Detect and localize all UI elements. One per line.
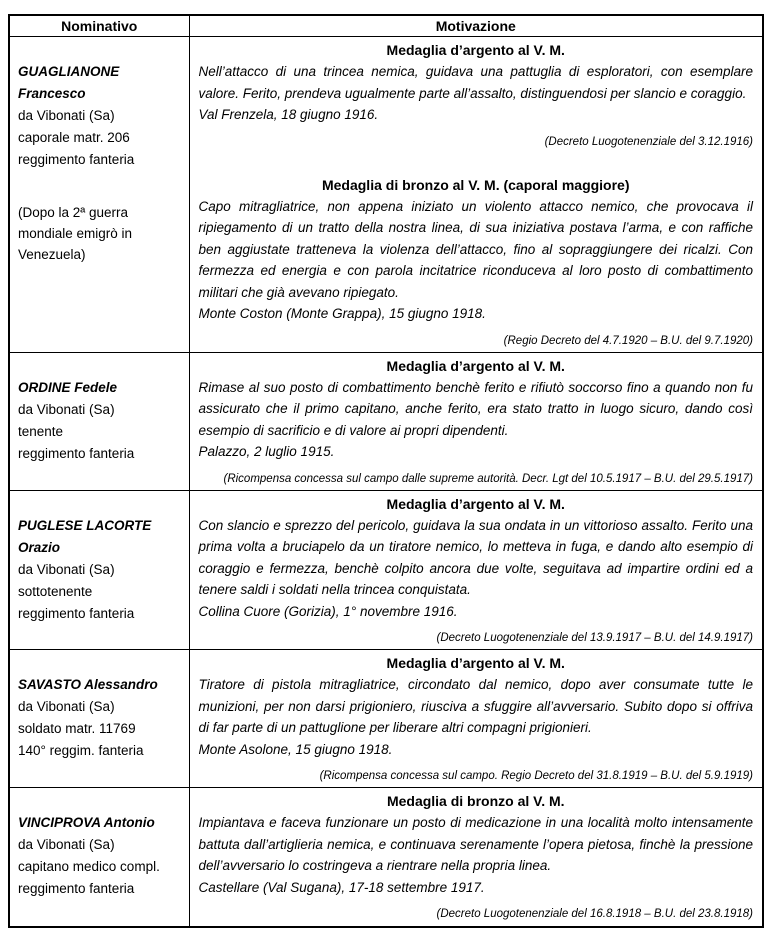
soldier-name: ORDINE Fedele xyxy=(18,379,118,395)
column-header-nominativo: Nominativo xyxy=(9,15,189,37)
soldier-rank: tenente xyxy=(18,423,64,439)
soldier-rank: soldato matr. 11769 xyxy=(18,721,136,736)
motivazione-cell xyxy=(189,650,763,788)
motivazione-cell xyxy=(189,788,763,928)
soldier-rank: caporale matr. 206 xyxy=(18,130,130,145)
medal-citation: Tiratore di pistola mitragliatrice, circondato dal nemico, dopo aver consumate tutte le munizioni, per non darsi prigioniero, riusciva a sfuggire all’avversario. Subito dopo si offriva di far parte di un pattuglione per liberare altri compagni prigionieri. xyxy=(198,677,753,735)
biographical-note: (Dopo la 2ª guerra mondiale emigrò in Venezuela) xyxy=(18,205,133,262)
medal-title: Medaglia d’argento al V. M. xyxy=(386,357,565,374)
medal-block xyxy=(199,39,754,149)
soldier-name: PUGLESE LACORTE Orazio xyxy=(18,517,152,555)
place-date: Monte Asolone, 15 giugno 1918. xyxy=(198,741,393,757)
table-row xyxy=(9,352,763,490)
soldier-unit: reggimento fanteria xyxy=(18,152,135,167)
motivazione-cell xyxy=(189,352,763,490)
medal-block xyxy=(199,790,754,921)
place-date: Collina Cuore (Gorizia), 1° novembre 1916. xyxy=(198,603,458,619)
medal-citation: Capo mitragliatrice, non appena iniziato un violento attacco nemico, che provocava il ripiegamento di un tratto della nostra linea, di sua iniziativa postava l’arma, e con raffiche ben aggiustate tratteneva la violenza dell’attacco, fino al sopraggiungere dei ricalzi. Con fermezza ed energia e con parola incitatrice riconduceva al loro posto di combattimento militari che già avevano ripiegato. xyxy=(198,198,753,300)
soldier-unit: reggimento fanteria xyxy=(18,445,135,461)
medal-title: Medaglia di bronzo al V. M. (caporal maggiore) xyxy=(321,176,630,193)
medal-title: Medaglia d’argento al V. M. xyxy=(386,655,565,671)
column-header-motivazione: Motivazione xyxy=(189,15,763,37)
soldier-rank: sottotenente xyxy=(18,583,93,599)
soldier-origin: da Vibonati (Sa) xyxy=(18,561,115,577)
motivazione-cell xyxy=(189,490,763,650)
medal-block xyxy=(199,493,754,646)
place-date: Monte Coston (Monte Grappa), 15 giugno 1918. xyxy=(198,306,486,321)
decree-reference: (Decreto Luogotenenziale del 3.12.1916) xyxy=(544,135,753,148)
soldier-origin: da Vibonati (Sa) xyxy=(18,837,115,852)
header-row xyxy=(9,15,763,37)
medal-citation: Nell’attacco di una trincea nemica, guidava una pattuglia di esploratori, con esemplare valore. Ferito, prendeva ugualmente parte all’assalto, distinguendosi per slancio e coraggio. xyxy=(198,64,753,101)
nominativo-cell xyxy=(9,650,189,788)
soldier-unit: 140° reggim. fanteria xyxy=(18,743,144,758)
soldier-rank: capitano medico compl. xyxy=(18,859,160,874)
place-date: Castellare (Val Sugana), 17-18 settembre 1917. xyxy=(198,879,485,895)
table-row xyxy=(9,37,763,353)
soldier-unit: reggimento fanteria xyxy=(18,605,135,621)
decree-reference: (Ricompensa concessa sul campo dalle supreme autorità. Decr. Lgt del 10.5.1917 – B.U. del 29.5.1917) xyxy=(223,472,753,485)
medal-title: Medaglia d’argento al V. M. xyxy=(386,42,565,58)
nominativo-cell xyxy=(9,37,189,353)
motivazione-cell xyxy=(189,37,763,353)
soldier-unit: reggimento fanteria xyxy=(18,881,135,896)
place-date: Val Frenzela, 18 giugno 1916. xyxy=(198,107,379,122)
medal-citation: Con slancio e sprezzo del pericolo, guidava la sua ondata in un vittorioso assalto. Ferito una prima volta a bruciapelo da un tiratore nemico, lo metteva in fuga, e dando alto esempio di coraggio e fermezza, benchè colpito ancora due volte, seguitava ad impartire ordini ed a tenere saldi i soldati nella trincea conquistata. xyxy=(198,517,753,597)
medal-block xyxy=(199,652,754,783)
decree-reference: (Ricompensa concessa sul campo. Regio Decreto del 31.8.1919 – B.U. del 5.9.1919) xyxy=(319,770,753,782)
medal-title: Medaglia di bronzo al V. M. xyxy=(386,793,565,809)
soldier-origin: da Vibonati (Sa) xyxy=(18,108,115,123)
place-date: Palazzo, 2 luglio 1915. xyxy=(198,444,335,459)
soldier-name: VINCIPROVA Antonio xyxy=(18,815,155,830)
soldier-name: SAVASTO Alessandro xyxy=(18,677,158,692)
medal-block xyxy=(199,174,754,348)
soldier-name: GUAGLIANONE Francesco xyxy=(18,64,120,101)
medal-block xyxy=(199,355,754,486)
medal-citations-table xyxy=(8,14,764,928)
soldier-origin: da Vibonati (Sa) xyxy=(18,401,115,417)
decree-reference: (Regio Decreto del 4.7.1920 – B.U. del 9.7.1920) xyxy=(503,334,753,347)
nominativo-cell xyxy=(9,788,189,928)
table-row xyxy=(9,490,763,650)
nominativo-cell xyxy=(9,352,189,490)
table-row xyxy=(9,650,763,788)
medal-title: Medaglia d’argento al V. M. xyxy=(386,495,565,512)
table-row xyxy=(9,788,763,928)
medal-citation: Impiantava e faceva funzionare un posto di medicazione in una località molto intensamente battuta dall’artiglieria nemica, e continuava serenamente l’opera pietosa, finchè la pressione dell’avversario lo costringeva a rientrare nella propria linea. xyxy=(198,815,753,873)
soldier-origin: da Vibonati (Sa) xyxy=(18,699,115,714)
decree-reference: (Decreto Luogotenenziale del 16.8.1918 – B.U. del 23.8.1918) xyxy=(436,908,753,920)
nominativo-cell xyxy=(9,490,189,650)
medal-citation: Rimase al suo posto di combattimento benchè ferito e rifiutò soccorso fino a quando non fu assicurato che il primo capitano, anche ferito, era stato tratto in luogo sicuro, dando così esempio di sacrificio e di valore ai propri dipendenti. xyxy=(198,379,753,438)
decree-reference: (Decreto Luogotenenziale del 13.9.1917 – B.U. del 14.9.1917) xyxy=(436,632,753,644)
